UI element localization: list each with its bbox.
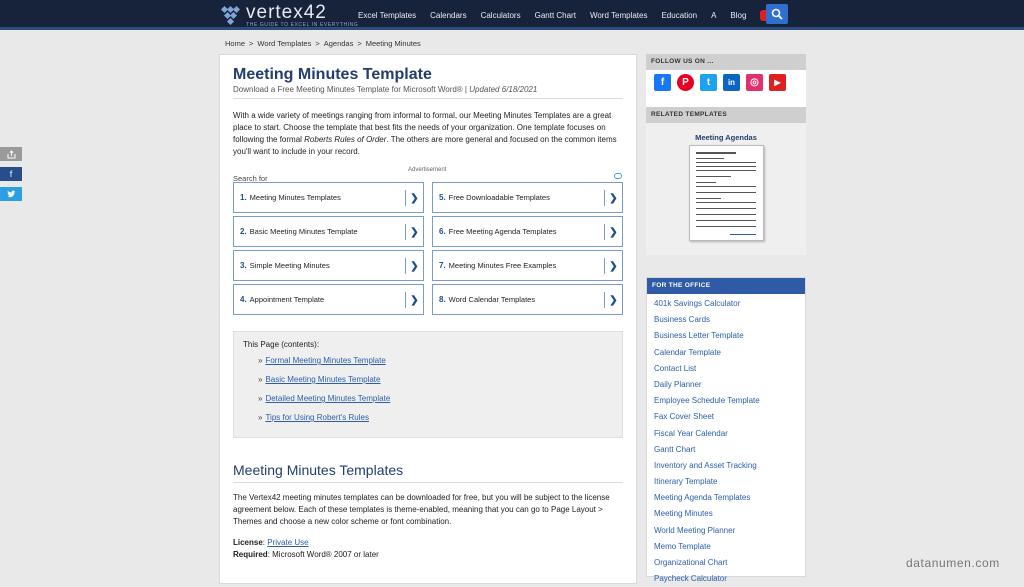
- related-template-title[interactable]: Meeting Agendas: [695, 133, 757, 142]
- adchoices-icon[interactable]: [614, 173, 622, 179]
- page-subtitle: Download a Free Meeting Minutes Template for Microsoft Word® | Updated 6/18/2021: [233, 85, 623, 99]
- youtube-icon[interactable]: ▶: [769, 74, 786, 91]
- chevron-right-icon: ❯: [604, 258, 622, 274]
- search-link-number: 8.: [439, 295, 446, 304]
- logo-tagline: THE GUIDE TO EXCEL IN EVERYTHING: [246, 21, 359, 28]
- subtitle-text: Download a Free Meeting Minutes Template for Microsoft Word®: [233, 85, 463, 94]
- office-link[interactable]: 401k Savings Calculator: [654, 299, 741, 308]
- office-link[interactable]: Calendar Template: [654, 347, 722, 357]
- instagram-icon[interactable]: ◎: [746, 74, 763, 91]
- office-heading: FOR THE OFFICE: [647, 278, 805, 294]
- contents-link[interactable]: Tips for Using Robert's Rules: [265, 413, 369, 422]
- required-label: Required: [233, 550, 268, 559]
- breadcrumb-home[interactable]: Home: [225, 39, 246, 48]
- search-link[interactable]: [233, 284, 424, 315]
- license-info: License: Private Use Required: Microsoft Word® 2007 or later: [233, 538, 379, 559]
- twitter-icon[interactable]: t: [700, 74, 717, 91]
- nav-education[interactable]: Education: [661, 10, 698, 20]
- nav-blog[interactable]: Blog: [730, 10, 747, 20]
- breadcrumb: Home > Word Templates > Agendas > Meeting Minutes: [225, 39, 421, 48]
- office-link[interactable]: Itinerary Template: [654, 477, 718, 487]
- logo-icon: [221, 5, 243, 25]
- office-link[interactable]: Inventory and Asset Tracking: [654, 460, 757, 470]
- vertex42-logo[interactable]: [221, 3, 358, 27]
- nav-gantt-chart[interactable]: Gantt Chart: [534, 10, 576, 20]
- search-link-label: Simple Meeting Minutes: [249, 261, 330, 270]
- intro-roberts-rules: Roberts Rules of Order: [304, 135, 387, 144]
- license-link[interactable]: Private Use: [267, 538, 309, 547]
- office-link[interactable]: Business Cards: [654, 315, 711, 325]
- table-of-contents: [233, 331, 623, 438]
- search-link-number: 3.: [240, 261, 247, 270]
- intro-text-2: . The others are more general and focused on the common items you'll want to include in your record.: [233, 135, 617, 156]
- chevron-right-icon: ❯: [405, 190, 423, 206]
- share-icon: [7, 150, 16, 159]
- follow-heading: FOLLOW US ON ...: [646, 54, 806, 70]
- search-link[interactable]: [233, 250, 424, 281]
- office-link[interactable]: Daily Planner: [654, 379, 702, 389]
- search-link-number: 6.: [439, 227, 446, 236]
- search-link[interactable]: [432, 250, 623, 281]
- contents-heading: This Page (contents):: [243, 340, 320, 349]
- contents-item: » Tips for Using Robert's Rules: [258, 413, 369, 422]
- search-for-label: Search for: [233, 174, 268, 183]
- breadcrumb-word-templates[interactable]: Word Templates: [257, 39, 312, 48]
- updated-date: Updated 6/18/2021: [469, 85, 538, 94]
- pinterest-icon[interactable]: P: [677, 74, 694, 91]
- office-link[interactable]: Fiscal Year Calendar: [654, 428, 728, 438]
- search-link-label: Word Calendar Templates: [448, 295, 536, 304]
- contents-item: » Formal Meeting Minutes Template: [258, 356, 386, 365]
- top-navbar: [0, 0, 1024, 30]
- search-button[interactable]: [766, 4, 788, 24]
- office-link[interactable]: World Meeting Planner: [654, 525, 736, 535]
- contents-link[interactable]: Formal Meeting Minutes Template: [265, 356, 386, 365]
- page-title: Meeting Minutes Template: [233, 66, 432, 83]
- office-link[interactable]: Paycheck Calculator: [654, 574, 727, 584]
- required-value: Microsoft Word® 2007 or later: [272, 550, 379, 559]
- contents-link[interactable]: Basic Meeting Minutes Template: [265, 375, 381, 384]
- search-link[interactable]: [233, 182, 424, 213]
- search-icon: [771, 8, 783, 20]
- office-link[interactable]: Business Letter Template: [654, 331, 744, 341]
- nav-a-icon[interactable]: A: [711, 10, 717, 20]
- contents-link[interactable]: Detailed Meeting Minutes Template: [265, 394, 391, 403]
- facebook-icon[interactable]: f: [654, 74, 671, 91]
- chevron-right-icon: ❯: [405, 224, 423, 240]
- facebook-share-button[interactable]: [0, 167, 22, 181]
- section-heading: Meeting Minutes Templates: [233, 462, 623, 483]
- search-link-label: Meeting Minutes Templates: [249, 193, 341, 202]
- related-templates-panel: [646, 107, 806, 255]
- nav-excel-templates[interactable]: Excel Templates: [358, 10, 417, 20]
- office-link[interactable]: Memo Template: [654, 541, 711, 551]
- main-nav: [358, 0, 776, 30]
- watermark: datanumen.com: [906, 556, 1000, 570]
- contents-item: » Detailed Meeting Minutes Template: [258, 394, 391, 403]
- section-paragraph: The Vertex42 meeting minutes templates can be downloaded for free, but you will be subject to the license agreement below. Each of these templates is theme-enabled, meaning that you can go to Page Layout > Themes and choose a new color scheme or font combination.: [233, 493, 610, 526]
- search-link-label: Basic Meeting Minutes Template: [249, 227, 358, 236]
- linkedin-icon[interactable]: in: [723, 74, 740, 91]
- office-link[interactable]: Employee Schedule Template: [654, 396, 760, 406]
- chevron-right-icon: ❯: [405, 258, 423, 274]
- search-link-label: Free Meeting Agenda Templates: [448, 227, 557, 236]
- nav-calculators[interactable]: Calculators: [480, 10, 521, 20]
- twitter-share-button[interactable]: [0, 187, 22, 201]
- search-link-label: Free Downloadable Templates: [448, 193, 550, 202]
- search-link-number: 2.: [240, 227, 247, 236]
- search-link[interactable]: [432, 216, 623, 247]
- sponsored-search-grid: [233, 182, 623, 315]
- contents-item: » Basic Meeting Minutes Template: [258, 375, 381, 384]
- main-content: [219, 54, 637, 584]
- search-link-number: 4.: [240, 295, 247, 304]
- facebook-icon: f: [9, 169, 13, 179]
- office-link[interactable]: Meeting Agenda Templates: [654, 493, 751, 503]
- search-link-number: 5.: [439, 193, 446, 202]
- chevron-right-icon: ❯: [604, 224, 622, 240]
- logo-name: vertex42: [246, 1, 327, 23]
- follow-us-panel: [646, 54, 806, 107]
- nav-calendars[interactable]: Calendars: [430, 10, 467, 20]
- related-heading: RELATED TEMPLATES: [646, 107, 806, 123]
- meeting-agenda-thumbnail[interactable]: [689, 145, 764, 241]
- search-link[interactable]: [432, 182, 623, 213]
- for-the-office-panel: [646, 277, 806, 584]
- office-link[interactable]: Meeting Minutes: [654, 509, 713, 519]
- chevron-right-icon: ❯: [604, 292, 622, 308]
- advertisement-label: Advertisement: [408, 167, 447, 173]
- chevron-right-icon: ❯: [405, 292, 423, 308]
- search-link-number: 1.: [240, 193, 247, 202]
- nav-word-templates[interactable]: Word Templates: [589, 10, 648, 20]
- search-link[interactable]: [233, 216, 424, 247]
- office-link[interactable]: Contact List: [654, 363, 697, 373]
- license-label: License: [233, 538, 263, 547]
- social-icons: [646, 70, 806, 91]
- search-link-label: Meeting Minutes Free Examples: [448, 261, 557, 270]
- search-link-number: 7.: [439, 261, 446, 270]
- search-link[interactable]: [432, 284, 623, 315]
- intro-paragraph: [233, 110, 625, 158]
- office-link[interactable]: Fax Cover Sheet: [654, 412, 715, 422]
- intro-text-1: With a wide variety of meetings ranging from informal to formal, our Meeting Minutes Templates are a great place to start. Choose the template that best fits the needs of your organization. One template focuses on following the formal: [233, 111, 612, 144]
- search-link-label: Appointment Template: [249, 295, 325, 304]
- chevron-right-icon: ❯: [604, 190, 622, 206]
- share-button[interactable]: [0, 147, 22, 161]
- office-link[interactable]: Gantt Chart: [654, 444, 696, 454]
- breadcrumb-current: Meeting Minutes: [365, 39, 421, 48]
- twitter-icon: [7, 190, 16, 198]
- breadcrumb-agendas[interactable]: Agendas: [323, 39, 354, 48]
- office-link[interactable]: Organizational Chart: [654, 558, 728, 567]
